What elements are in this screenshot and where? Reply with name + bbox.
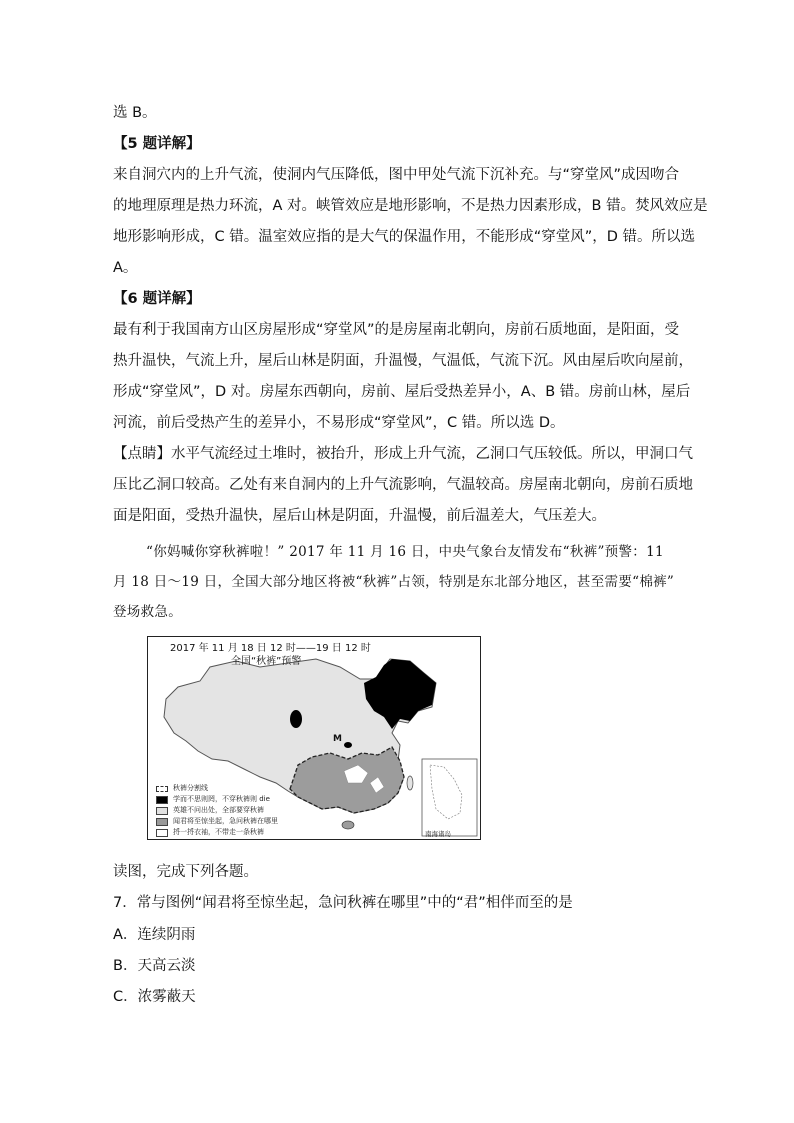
legend-label: 英雄不问出处，全部要穿秋裤 [173, 806, 264, 814]
legend-item [156, 827, 264, 838]
legend-swatch [156, 807, 168, 815]
map-title-line2: 全国“秋裤”预警 [231, 656, 302, 667]
legend-swatch [156, 786, 168, 792]
text-line: 河流，前后受热产生的差异小，不易形成“穿堂风”，C 错。所以选 D。 [113, 415, 565, 431]
text-line: 形成“穿堂风”，D 对。房屋东西朝向，房前、屋后受热差异小，A、B 错。房前山林，屋后 [113, 384, 691, 400]
option-b: B．天高云淡 [113, 958, 196, 974]
black-spot [344, 742, 352, 748]
intro-line: “你妈喊你穿秋裤啦！” 2017 年 11 月 16 日，中央气象台友情发布“秋裤”预警：11 [146, 544, 664, 560]
option-a: A．连续阴雨 [113, 927, 196, 943]
legend-label: 捋一捋衣袖，不带走一条秋裤 [173, 828, 264, 836]
hainan-island [342, 821, 354, 829]
legend-label: 秋裤分割线 [173, 784, 208, 792]
text-line: 来自洞穴内的上升气流，使洞内气压降低，图中甲处气流下沉补充。与“穿堂风”成因吻合 [113, 167, 680, 183]
map-title-line1: 2017 年 11 月 18 日 12 时——19 日 12 时 [170, 643, 371, 654]
intro-line: 登场救急。 [113, 604, 182, 620]
text-line: 热升温快，气流上升，屋后山林是阴面，升温慢，气温低，气流下沉。风由屋后吹向屋前， [113, 353, 693, 369]
legend-label: 闻君将至惊坐起，急问秋裤在哪里 [173, 817, 278, 825]
map-marker-m: M [333, 734, 342, 744]
text-line: 最有利于我国南方山区房屋形成“穿堂风”的是房屋南北朝向，房前石质地面，是阳面，受 [113, 322, 680, 338]
china-warning-map [147, 636, 481, 840]
legend-swatch [156, 796, 168, 804]
legend-label: 学而不思则罔，不穿秋裤则 die [173, 795, 270, 803]
instruction-line: 读图，完成下列各题。 [113, 864, 258, 880]
question-7: 7．常与图例“闻君将至惊坐起，急问秋裤在哪里”中的“君”相伴而至的是 [113, 895, 573, 911]
inset-label: 南海诸岛 [425, 830, 451, 838]
black-spot [290, 710, 302, 728]
section-heading-6: 【6 题详解】 [113, 291, 201, 307]
legend-swatch [156, 818, 168, 826]
intro-line: 月 18 日～19 日，全国大部分地区将被“秋裤”占领，特别是东北部分地区，甚至需要“棉裤” [113, 574, 675, 590]
text-line: A。 [113, 260, 138, 276]
highlight-paragraph: 【点睛】水平气流经过土堆时，被抬升，形成上升气流，乙洞口气压较低。所以，甲洞口气 [113, 446, 693, 462]
taiwan-island [407, 776, 413, 790]
option-c: C．浓雾蔽天 [113, 989, 196, 1005]
legend-item [156, 794, 270, 805]
legend-item [156, 816, 278, 827]
legend-swatch [156, 829, 168, 837]
text-line: 的地理原理是热力环流，A 对。峡管效应是地形影响，不是热力因素形成，B 错。焚风效应是 [113, 198, 708, 214]
text-line: 面是阳面，受热升温快，屋后山林是阴面，升温慢，前后温差大，气压差大。 [113, 508, 606, 524]
text-line: 地形影响形成，C 错。温室效应指的是大气的保温作用，不能形成“穿堂风”，D 错。所以选 [113, 229, 696, 245]
legend-item [156, 805, 264, 816]
text-line: 压比乙洞口较高。乙处有来自洞内的上升气流影响，气温较高。房屋南北朝向，房前石质地 [113, 477, 693, 493]
section-heading-5: 【5 题详解】 [113, 136, 201, 152]
text-line: 选 B。 [113, 105, 157, 121]
legend-item [156, 783, 208, 794]
